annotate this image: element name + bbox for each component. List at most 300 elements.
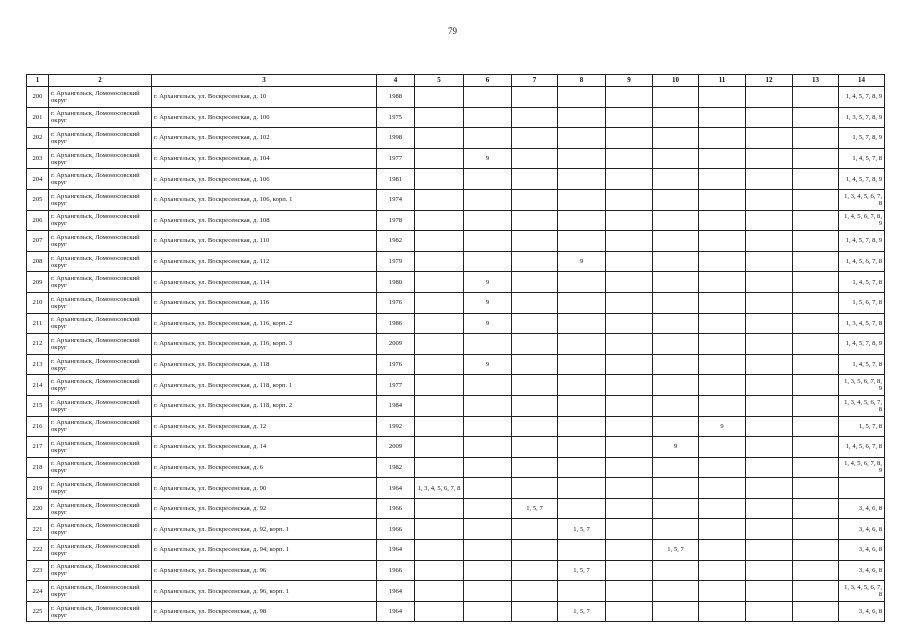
cell-row-number: 212 xyxy=(27,334,49,355)
cell-col-9 xyxy=(606,148,653,169)
cell-row-number: 215 xyxy=(27,395,49,416)
cell-col-10 xyxy=(653,334,699,355)
cell-col-14: 1, 3, 5, 7, 8, 9 xyxy=(839,107,885,128)
cell-col-13 xyxy=(793,313,839,334)
cell-col-11: 9 xyxy=(699,416,746,437)
cell-row-number: 210 xyxy=(27,292,49,313)
cell-col-8 xyxy=(558,478,606,499)
cell-col-6 xyxy=(464,540,512,561)
cell-col-11 xyxy=(699,519,746,540)
cell-col-10 xyxy=(653,107,699,128)
cell-col-14: 1, 4, 5, 6, 7, 8, 9 xyxy=(839,457,885,478)
cell-col-10 xyxy=(653,560,699,581)
cell-col-14: 1, 4, 5, 6, 7, 8 xyxy=(839,437,885,458)
cell-col-9 xyxy=(606,169,653,190)
cell-col-11 xyxy=(699,581,746,602)
cell-col-6 xyxy=(464,169,512,190)
cell-col-7 xyxy=(512,189,558,210)
table-row xyxy=(27,334,885,355)
cell-col-10 xyxy=(653,272,699,293)
cell-col-10: 1, 5, 7 xyxy=(653,540,699,561)
cell-row-number: 200 xyxy=(27,87,49,108)
cell-col-8 xyxy=(558,107,606,128)
table-row xyxy=(27,189,885,210)
cell-col-10 xyxy=(653,128,699,149)
cell-address: г. Архангельск, ул. Воскресенская, д. 118 xyxy=(152,354,377,375)
cell-year: 1966 xyxy=(377,498,415,519)
column-header-6: 6 xyxy=(464,75,512,87)
cell-row-number: 221 xyxy=(27,519,49,540)
cell-col-7 xyxy=(512,148,558,169)
cell-col-5 xyxy=(415,292,464,313)
cell-col-5 xyxy=(415,231,464,252)
cell-col-8 xyxy=(558,354,606,375)
cell-col-9 xyxy=(606,354,653,375)
cell-row-number: 203 xyxy=(27,148,49,169)
cell-district: г. Архангельск, Ломоносовский округ xyxy=(49,87,152,108)
cell-col-13 xyxy=(793,231,839,252)
cell-col-6 xyxy=(464,375,512,396)
cell-col-5 xyxy=(415,189,464,210)
cell-col-12 xyxy=(746,601,793,622)
cell-col-13 xyxy=(793,519,839,540)
cell-col-13 xyxy=(793,189,839,210)
page-number: 79 xyxy=(448,26,457,36)
column-header-14: 14 xyxy=(839,75,885,87)
cell-row-number: 225 xyxy=(27,601,49,622)
cell-col-10 xyxy=(653,210,699,231)
cell-col-7 xyxy=(512,169,558,190)
cell-col-6 xyxy=(464,457,512,478)
cell-address: г. Архангельск, ул. Воскресенская, д. 106 xyxy=(152,169,377,190)
cell-col-11 xyxy=(699,292,746,313)
cell-address: г. Архангельск, ул. Воскресенская, д. 14 xyxy=(152,437,377,458)
cell-year: 1984 xyxy=(377,395,415,416)
cell-col-14: 1, 5, 7, 8, 9 xyxy=(839,128,885,149)
cell-col-6 xyxy=(464,519,512,540)
cell-col-14: 3, 4, 6, 8 xyxy=(839,498,885,519)
cell-col-12 xyxy=(746,395,793,416)
cell-col-6: 9 xyxy=(464,292,512,313)
cell-col-11 xyxy=(699,148,746,169)
cell-year: 1976 xyxy=(377,292,415,313)
cell-col-7 xyxy=(512,354,558,375)
cell-year: 1964 xyxy=(377,581,415,602)
cell-col-14: 1, 4, 5, 7, 8, 9 xyxy=(839,231,885,252)
cell-col-5 xyxy=(415,313,464,334)
cell-district: г. Архангельск, Ломоносовский округ xyxy=(49,107,152,128)
cell-year: 1979 xyxy=(377,251,415,272)
cell-col-8 xyxy=(558,148,606,169)
cell-row-number: 201 xyxy=(27,107,49,128)
cell-year: 1980 xyxy=(377,272,415,293)
cell-col-8 xyxy=(558,540,606,561)
cell-address: г. Архангельск, ул. Воскресенская, д. 118, корп. 2 xyxy=(152,395,377,416)
table-row xyxy=(27,601,885,622)
table-row xyxy=(27,416,885,437)
cell-col-9 xyxy=(606,107,653,128)
cell-address: г. Архангельск, ул. Воскресенская, д. 118, корп. 1 xyxy=(152,375,377,396)
cell-year: 2009 xyxy=(377,334,415,355)
cell-district: г. Архангельск, Ломоносовский округ xyxy=(49,437,152,458)
cell-col-5 xyxy=(415,519,464,540)
cell-col-5 xyxy=(415,498,464,519)
cell-col-12 xyxy=(746,148,793,169)
cell-col-13 xyxy=(793,292,839,313)
cell-district: г. Архангельск, Ломоносовский округ xyxy=(49,292,152,313)
cell-col-13 xyxy=(793,457,839,478)
register-table xyxy=(26,74,885,622)
cell-col-14: 1, 5, 6, 7, 8 xyxy=(839,292,885,313)
column-header-4: 4 xyxy=(377,75,415,87)
cell-col-13 xyxy=(793,375,839,396)
cell-row-number: 216 xyxy=(27,416,49,437)
cell-col-12 xyxy=(746,292,793,313)
table-row xyxy=(27,478,885,499)
cell-col-12 xyxy=(746,498,793,519)
cell-address: г. Архангельск, ул. Воскресенская, д. 112 xyxy=(152,251,377,272)
cell-col-12 xyxy=(746,560,793,581)
cell-col-7 xyxy=(512,519,558,540)
cell-year: 1978 xyxy=(377,210,415,231)
cell-col-6 xyxy=(464,231,512,252)
cell-col-14 xyxy=(839,478,885,499)
cell-address: г. Архангельск, ул. Воскресенская, д. 98 xyxy=(152,601,377,622)
cell-col-12 xyxy=(746,87,793,108)
cell-col-10 xyxy=(653,313,699,334)
cell-row-number: 222 xyxy=(27,540,49,561)
cell-col-12 xyxy=(746,375,793,396)
cell-col-11 xyxy=(699,128,746,149)
cell-col-12 xyxy=(746,272,793,293)
cell-col-10 xyxy=(653,354,699,375)
table-row xyxy=(27,581,885,602)
cell-col-14: 1, 4, 5, 6, 7, 8, 9 xyxy=(839,210,885,231)
cell-col-5 xyxy=(415,601,464,622)
cell-col-6 xyxy=(464,107,512,128)
cell-col-11 xyxy=(699,601,746,622)
cell-district: г. Архангельск, Ломоносовский округ xyxy=(49,581,152,602)
cell-col-10 xyxy=(653,169,699,190)
cell-col-14: 1, 4, 5, 6, 7, 8 xyxy=(839,251,885,272)
cell-col-7 xyxy=(512,437,558,458)
cell-col-10 xyxy=(653,292,699,313)
cell-address: г. Архангельск, ул. Воскресенская, д. 106, корп. 1 xyxy=(152,189,377,210)
cell-row-number: 206 xyxy=(27,210,49,231)
cell-col-7 xyxy=(512,457,558,478)
cell-district: г. Архангельск, Ломоносовский округ xyxy=(49,189,152,210)
cell-row-number: 213 xyxy=(27,354,49,375)
cell-year: 1977 xyxy=(377,148,415,169)
cell-address: г. Архангельск, ул. Воскресенская, д. 110 xyxy=(152,231,377,252)
cell-col-13 xyxy=(793,251,839,272)
cell-col-13 xyxy=(793,560,839,581)
cell-col-9 xyxy=(606,560,653,581)
cell-col-5 xyxy=(415,375,464,396)
cell-year: 1986 xyxy=(377,313,415,334)
cell-col-12 xyxy=(746,519,793,540)
cell-col-8 xyxy=(558,272,606,293)
column-header-13: 13 xyxy=(793,75,839,87)
cell-col-8 xyxy=(558,375,606,396)
cell-district: г. Архангельск, Ломоносовский округ xyxy=(49,148,152,169)
cell-col-14: 1, 4, 5, 7, 8, 9 xyxy=(839,169,885,190)
cell-row-number: 217 xyxy=(27,437,49,458)
cell-col-12 xyxy=(746,354,793,375)
cell-col-13 xyxy=(793,87,839,108)
cell-col-6 xyxy=(464,498,512,519)
cell-col-7 xyxy=(512,87,558,108)
cell-year: 1964 xyxy=(377,478,415,499)
cell-year: 1976 xyxy=(377,354,415,375)
cell-col-10 xyxy=(653,231,699,252)
cell-col-6 xyxy=(464,478,512,499)
cell-col-12 xyxy=(746,251,793,272)
cell-col-12 xyxy=(746,128,793,149)
column-header-11: 11 xyxy=(699,75,746,87)
cell-district: г. Архангельск, Ломоносовский округ xyxy=(49,169,152,190)
cell-district: г. Архангельск, Ломоносовский округ xyxy=(49,395,152,416)
cell-col-10 xyxy=(653,87,699,108)
cell-col-6 xyxy=(464,210,512,231)
cell-col-12 xyxy=(746,416,793,437)
cell-col-9 xyxy=(606,395,653,416)
cell-col-14: 1, 3, 4, 5, 7, 8 xyxy=(839,313,885,334)
cell-col-9 xyxy=(606,416,653,437)
cell-col-5 xyxy=(415,148,464,169)
cell-col-8 xyxy=(558,498,606,519)
cell-col-13 xyxy=(793,416,839,437)
cell-col-9 xyxy=(606,581,653,602)
cell-year: 1988 xyxy=(377,87,415,108)
cell-col-10 xyxy=(653,601,699,622)
table-row xyxy=(27,560,885,581)
cell-address: г. Архангельск, ул. Воскресенская, д. 6 xyxy=(152,457,377,478)
cell-col-6 xyxy=(464,334,512,355)
cell-col-11 xyxy=(699,87,746,108)
cell-col-9 xyxy=(606,457,653,478)
cell-col-13 xyxy=(793,478,839,499)
cell-row-number: 208 xyxy=(27,251,49,272)
cell-row-number: 209 xyxy=(27,272,49,293)
cell-col-11 xyxy=(699,354,746,375)
cell-col-8 xyxy=(558,395,606,416)
cell-col-11 xyxy=(699,210,746,231)
cell-col-7 xyxy=(512,210,558,231)
table-row xyxy=(27,148,885,169)
cell-col-6 xyxy=(464,437,512,458)
cell-col-14: 3, 4, 6, 8 xyxy=(839,540,885,561)
cell-col-10 xyxy=(653,395,699,416)
cell-col-14: 3, 4, 6, 8 xyxy=(839,519,885,540)
cell-col-9 xyxy=(606,272,653,293)
cell-col-7 xyxy=(512,292,558,313)
cell-col-6 xyxy=(464,251,512,272)
cell-col-8: 1, 5, 7 xyxy=(558,519,606,540)
column-header-1: 1 xyxy=(27,75,49,87)
cell-district: г. Архангельск, Ломоносовский округ xyxy=(49,210,152,231)
table-row xyxy=(27,437,885,458)
cell-col-7 xyxy=(512,375,558,396)
cell-district: г. Архангельск, Ломоносовский округ xyxy=(49,313,152,334)
cell-row-number: 211 xyxy=(27,313,49,334)
cell-col-11 xyxy=(699,498,746,519)
cell-col-6: 9 xyxy=(464,148,512,169)
cell-col-11 xyxy=(699,478,746,499)
table-row xyxy=(27,313,885,334)
cell-col-10 xyxy=(653,498,699,519)
cell-year: 1977 xyxy=(377,375,415,396)
cell-col-10 xyxy=(653,457,699,478)
cell-year: 1964 xyxy=(377,601,415,622)
cell-col-6: 9 xyxy=(464,272,512,293)
cell-col-12 xyxy=(746,457,793,478)
cell-col-11 xyxy=(699,560,746,581)
cell-col-5 xyxy=(415,581,464,602)
cell-col-9 xyxy=(606,292,653,313)
cell-col-7 xyxy=(512,416,558,437)
cell-col-8 xyxy=(558,210,606,231)
cell-col-13 xyxy=(793,272,839,293)
cell-row-number: 223 xyxy=(27,560,49,581)
cell-col-14: 1, 3, 4, 5, 6, 7, 8 xyxy=(839,581,885,602)
table-header-row xyxy=(27,75,885,87)
cell-col-6 xyxy=(464,189,512,210)
cell-address: г. Архангельск, ул. Воскресенская, д. 116, корп. 3 xyxy=(152,334,377,355)
cell-address: г. Архангельск, ул. Воскресенская, д. 100 xyxy=(152,107,377,128)
cell-col-12 xyxy=(746,107,793,128)
cell-col-8 xyxy=(558,189,606,210)
cell-col-5 xyxy=(415,457,464,478)
table-row xyxy=(27,251,885,272)
cell-row-number: 205 xyxy=(27,189,49,210)
column-header-2: 2 xyxy=(49,75,152,87)
cell-col-12 xyxy=(746,437,793,458)
table-row xyxy=(27,128,885,149)
cell-col-9 xyxy=(606,519,653,540)
table-row xyxy=(27,540,885,561)
cell-row-number: 214 xyxy=(27,375,49,396)
cell-col-8: 1, 5, 7 xyxy=(558,601,606,622)
cell-col-7 xyxy=(512,231,558,252)
cell-col-5 xyxy=(415,251,464,272)
cell-col-13 xyxy=(793,581,839,602)
cell-year: 1966 xyxy=(377,519,415,540)
cell-col-9 xyxy=(606,540,653,561)
cell-address: г. Архангельск, ул. Воскресенская, д. 104 xyxy=(152,148,377,169)
cell-district: г. Архангельск, Ломоносовский округ xyxy=(49,128,152,149)
cell-col-7 xyxy=(512,251,558,272)
cell-col-11 xyxy=(699,334,746,355)
cell-row-number: 207 xyxy=(27,231,49,252)
cell-col-11 xyxy=(699,313,746,334)
table-row xyxy=(27,519,885,540)
cell-address: г. Архангельск, ул. Воскресенская, д. 114 xyxy=(152,272,377,293)
cell-district: г. Архангельск, Ломоносовский округ xyxy=(49,540,152,561)
cell-col-5 xyxy=(415,272,464,293)
cell-row-number: 220 xyxy=(27,498,49,519)
cell-col-13 xyxy=(793,334,839,355)
column-header-3: 3 xyxy=(152,75,377,87)
cell-col-5 xyxy=(415,416,464,437)
cell-district: г. Архангельск, Ломоносовский округ xyxy=(49,560,152,581)
cell-col-12 xyxy=(746,313,793,334)
cell-col-9 xyxy=(606,334,653,355)
cell-address: г. Архангельск, ул. Воскресенская, д. 108 xyxy=(152,210,377,231)
cell-address: г. Архангельск, ул. Воскресенская, д. 116, корп. 2 xyxy=(152,313,377,334)
table-row xyxy=(27,272,885,293)
cell-address: г. Архангельск, ул. Воскресенская, д. 90 xyxy=(152,478,377,499)
cell-district: г. Архангельск, Ломоносовский округ xyxy=(49,601,152,622)
cell-district: г. Архангельск, Ломоносовский округ xyxy=(49,354,152,375)
cell-col-8 xyxy=(558,313,606,334)
cell-col-10: 9 xyxy=(653,437,699,458)
cell-col-7 xyxy=(512,581,558,602)
cell-col-8: 1, 5, 7 xyxy=(558,560,606,581)
cell-col-8 xyxy=(558,581,606,602)
cell-col-14: 1, 3, 5, 6, 7, 8, 9 xyxy=(839,375,885,396)
cell-district: г. Архангельск, Ломоносовский округ xyxy=(49,375,152,396)
cell-col-11 xyxy=(699,107,746,128)
cell-col-6 xyxy=(464,128,512,149)
cell-col-12 xyxy=(746,540,793,561)
cell-col-8 xyxy=(558,457,606,478)
cell-col-13 xyxy=(793,210,839,231)
cell-year: 1981 xyxy=(377,169,415,190)
cell-col-11 xyxy=(699,189,746,210)
cell-col-11 xyxy=(699,169,746,190)
cell-col-9 xyxy=(606,87,653,108)
cell-col-13 xyxy=(793,498,839,519)
cell-col-13 xyxy=(793,601,839,622)
cell-col-5 xyxy=(415,354,464,375)
table-row xyxy=(27,354,885,375)
cell-col-6 xyxy=(464,395,512,416)
column-header-8: 8 xyxy=(558,75,606,87)
cell-col-7 xyxy=(512,395,558,416)
cell-col-8: 9 xyxy=(558,251,606,272)
cell-col-12 xyxy=(746,210,793,231)
table-row xyxy=(27,292,885,313)
cell-year: 1975 xyxy=(377,107,415,128)
cell-col-9 xyxy=(606,189,653,210)
column-header-7: 7 xyxy=(512,75,558,87)
cell-row-number: 219 xyxy=(27,478,49,499)
cell-col-5 xyxy=(415,395,464,416)
cell-district: г. Архангельск, Ломоносовский округ xyxy=(49,251,152,272)
cell-col-14: 1, 3, 4, 5, 6, 7, 8 xyxy=(839,395,885,416)
cell-address: г. Архангельск, ул. Воскресенская, д. 12 xyxy=(152,416,377,437)
cell-col-14: 1, 4, 5, 7, 8, 9 xyxy=(839,87,885,108)
cell-col-11 xyxy=(699,272,746,293)
cell-address: г. Архангельск, ул. Воскресенская, д. 94, корп. 1 xyxy=(152,540,377,561)
cell-year: 1964 xyxy=(377,540,415,561)
cell-col-14: 1, 3, 4, 5, 6, 7, 8 xyxy=(839,189,885,210)
cell-col-8 xyxy=(558,87,606,108)
cell-col-10 xyxy=(653,416,699,437)
cell-row-number: 218 xyxy=(27,457,49,478)
cell-col-12 xyxy=(746,334,793,355)
cell-col-10 xyxy=(653,189,699,210)
cell-col-9 xyxy=(606,251,653,272)
cell-col-12 xyxy=(746,189,793,210)
cell-col-7 xyxy=(512,540,558,561)
cell-address: г. Архангельск, ул. Воскресенская, д. 96 xyxy=(152,560,377,581)
cell-col-7 xyxy=(512,560,558,581)
cell-col-9 xyxy=(606,210,653,231)
cell-col-8 xyxy=(558,169,606,190)
cell-district: г. Архангельск, Ломоносовский округ xyxy=(49,519,152,540)
